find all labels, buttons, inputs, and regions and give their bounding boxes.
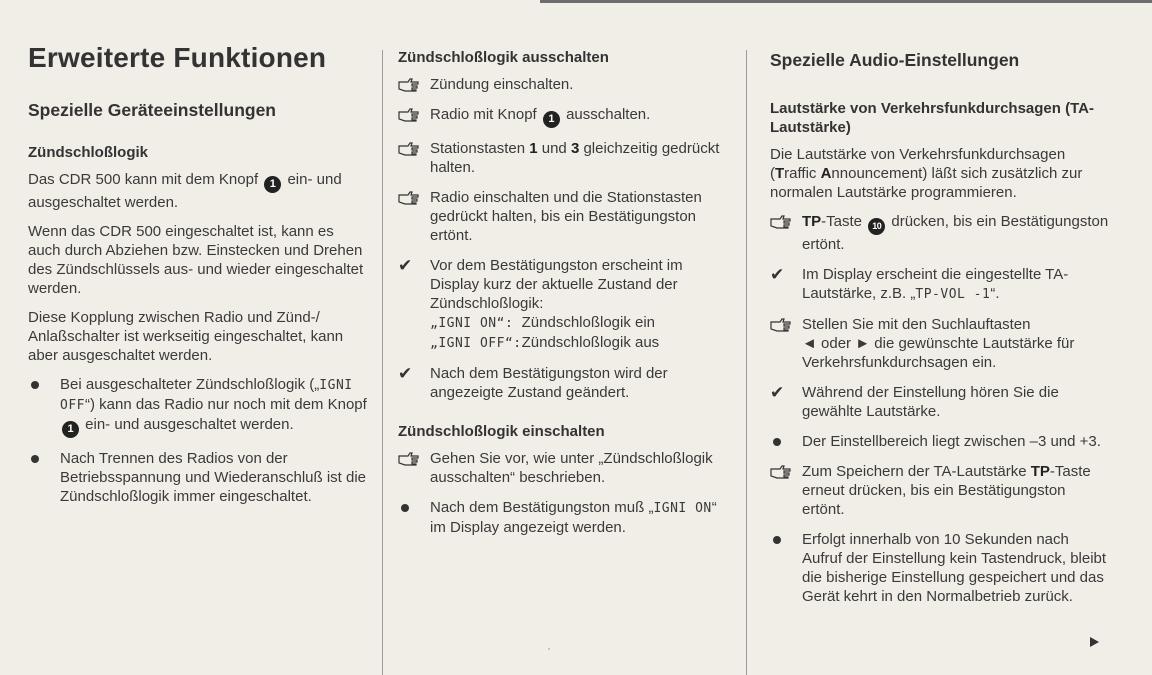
- list-item: Zündung einschalten.: [398, 75, 728, 94]
- bullet-icon: [770, 433, 796, 450]
- subsection-title: Lautstärke von Verkehrsfunkdurchsagen (TA-Lautstärke): [770, 100, 1094, 136]
- pointing-hand-icon: [398, 140, 424, 157]
- list-item: Zum Speichern der TA-Lautstärke TP-Taste erneut drücken, bis ein Bestätigungston ertönt.: [770, 462, 1110, 519]
- list-item: ✔ Nach dem Bestätigungston wird der angezeigte Zustand geändert.: [398, 364, 668, 401]
- paragraph: Diese Kopplung zwischen Radio und Zünd-/ Anlaßschalter ist werkseitig eingeschaltet, kann aber ausgeschaltet werden.: [28, 309, 344, 364]
- column-3: [770, 50, 1110, 617]
- list-item: Der Einstellbereich liegt zwischen –3 und +3.: [770, 432, 1110, 451]
- pointing-hand-icon: [770, 316, 796, 333]
- subsection-title: Zündschloßlogik einschalten: [398, 423, 605, 440]
- subsection-title: Zündschloßlogik ausschalten: [398, 49, 609, 66]
- pointing-hand-icon: [398, 450, 424, 467]
- step-list: [398, 449, 728, 537]
- bullet-icon: [28, 450, 54, 467]
- checkmark-icon: ✔: [398, 256, 413, 275]
- checkmark-icon: ✔: [398, 364, 413, 383]
- list-item: Erfolgt innerhalb von 10 Sekunden nach Aufruf der Einstellung kein Tastendruck, bleibt die bisherige Einstellung gespeichert und das Gerät kehrt in den Normalbetrieb zurück.: [770, 530, 1110, 606]
- checkmark-icon: ✔: [770, 265, 785, 284]
- speck: [548, 648, 550, 650]
- column-1: [28, 42, 368, 517]
- list-item: TP-Taste 10 drücken, bis ein Bestätigungston ertönt.: [770, 212, 1110, 254]
- list-item: ✔ Während der Einstellung hören Sie die gewählte Lautstärke.: [770, 383, 1059, 420]
- checkmark-icon: ✔: [770, 383, 785, 402]
- next-page-arrow-icon: [1090, 637, 1099, 647]
- bullet-icon: [770, 531, 796, 548]
- section-title: Spezielle Geräteeinstellungen: [28, 100, 276, 120]
- column-divider: [746, 50, 747, 675]
- list-item: Gehen Sie vor, wie unter „Zündschloßlogik ausschalten“ beschrieben.: [398, 449, 728, 487]
- arrow-left-icon: ◄: [802, 335, 817, 352]
- pointing-hand-icon: [398, 76, 424, 93]
- bullet-icon: [28, 376, 54, 393]
- knob-1-icon: 1: [543, 111, 560, 128]
- list-item: Stationstasten 1 und 3 gleichzeitig gedrückt halten.: [398, 139, 728, 177]
- list-item: Stellen Sie mit den Suchlauftasten ◄ oder ► die gewünschte Lautstärke für Verkehrsfunkdurchsagen ein.: [770, 315, 1110, 372]
- subsection-title: Zündschloßlogik: [28, 144, 148, 161]
- knob-1-icon: 1: [264, 176, 281, 193]
- knob-10-icon: 10: [868, 218, 885, 235]
- section-title: Spezielle Audio-Einstellungen: [770, 50, 1020, 70]
- knob-1-icon: 1: [62, 421, 79, 438]
- page-title: Erweiterte Funktionen: [28, 42, 327, 73]
- pointing-hand-icon: [398, 106, 424, 123]
- list-item: Nach Trennen des Radios von der Betriebsspannung und Wiederanschluß ist die Zündschloßlogik immer eingeschaltet.: [28, 449, 368, 506]
- bullet-list: [28, 375, 368, 506]
- arrow-right-icon: ►: [855, 335, 871, 352]
- column-divider: [382, 50, 383, 675]
- paragraph: Das CDR 500 kann mit dem Knopf 1 ein- und ausgeschaltet werden.: [28, 171, 342, 211]
- paragraph: Wenn das CDR 500 eingeschaltet ist, kann es auch durch Abziehen bzw. Einstecken und Drehen des Zündschlüssels aus- und wieder eingeschaltet werden.: [28, 223, 364, 297]
- top-rule: [540, 0, 1152, 3]
- step-list: [398, 75, 728, 402]
- list-item: Nach dem Bestätigungston muß „IGNI ON“ im Display angezeigt werden.: [398, 498, 728, 537]
- bullet-icon: [398, 499, 424, 516]
- paragraph: Die Lautstärke von Verkehrsfunkdurchsagen (Traffic Announcement) läßt sich zusätzlich zur normalen Lautstärke programmieren.: [770, 146, 1083, 201]
- list-item: ✔ Im Display erscheint die eingestellte TA-Lautstärke, z.B. „TP-VOL -1“.: [770, 265, 1069, 302]
- list-item: Radio mit Knopf 1 ausschalten.: [398, 105, 728, 128]
- pointing-hand-icon: [770, 213, 796, 230]
- list-item: ✔ Vor dem Bestätigungston erscheint im Display kurz der aktuelle Zustand der Zündschloßlogik: „IGNI ON“: Zündschloßlogik ein „IGNI OFF“:Zündschloßlogik aus: [398, 256, 683, 351]
- list-item: Bei ausgeschalteter Zündschloßlogik („IGNI OFF“) kann das Radio nur noch mit dem Knopf 1 ein- und ausgeschaltet werden.: [28, 375, 368, 438]
- step-list: [770, 212, 1110, 606]
- pointing-hand-icon: [398, 189, 424, 206]
- pointing-hand-icon: [770, 463, 796, 480]
- list-item: Radio einschalten und die Stationstasten gedrückt halten, bis ein Bestätigungston ertönt.: [398, 188, 728, 245]
- column-2: [398, 48, 728, 548]
